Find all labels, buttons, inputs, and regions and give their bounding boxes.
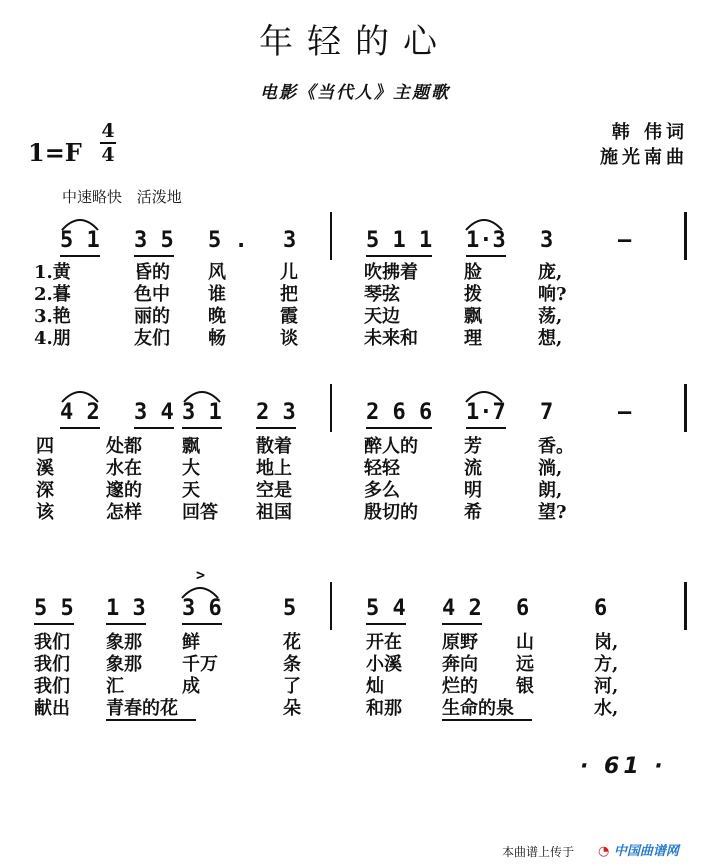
lyric: 邃的 bbox=[106, 480, 142, 501]
lyric-column bbox=[182, 436, 218, 524]
note-group: 1·3 bbox=[466, 228, 506, 253]
lyric: 畅 bbox=[208, 328, 226, 349]
lyric: 朵 bbox=[283, 698, 301, 719]
bar-line bbox=[684, 212, 687, 260]
lyric: 河, bbox=[594, 676, 619, 697]
lyric: 生命的泉 bbox=[442, 698, 514, 719]
lyric: 水, bbox=[594, 698, 619, 719]
note-group: 6 bbox=[594, 596, 608, 621]
lyric-column bbox=[538, 436, 574, 524]
lyric-column bbox=[464, 262, 482, 350]
underline bbox=[60, 255, 100, 257]
lyric: 飘 bbox=[464, 306, 482, 327]
lyric-column bbox=[366, 632, 402, 720]
lyric: 飘 bbox=[182, 436, 200, 457]
underline bbox=[182, 623, 222, 625]
lyric: 回答 bbox=[182, 502, 218, 523]
lyric: 我们 bbox=[34, 632, 70, 653]
lyric: 把 bbox=[280, 284, 298, 305]
bar-line bbox=[330, 384, 332, 432]
lyric: 献出 bbox=[34, 698, 70, 719]
melisma-line bbox=[106, 719, 196, 721]
note-group: 3 5 bbox=[134, 228, 174, 253]
lyric-column bbox=[442, 632, 514, 720]
key-signature: 1=F bbox=[28, 138, 82, 167]
lyric: 醉人的 bbox=[364, 436, 418, 457]
lyric: 荡, bbox=[538, 306, 563, 327]
lyric: 灿 bbox=[366, 676, 384, 697]
composer-credit: 施光南曲 bbox=[600, 147, 688, 168]
lyric: 淌, bbox=[538, 458, 563, 479]
lyric: 4.朋 bbox=[34, 328, 71, 349]
lyric: 昏的 bbox=[134, 262, 170, 283]
lyric: 深 bbox=[36, 480, 54, 501]
lyric: 霞 bbox=[280, 306, 298, 327]
underline bbox=[34, 623, 74, 625]
lyric: 风 bbox=[208, 262, 226, 283]
lyric: 原野 bbox=[442, 632, 478, 653]
lyric: 鲜 bbox=[182, 632, 200, 653]
lyric: 空是 bbox=[256, 480, 292, 501]
lyric-column bbox=[283, 632, 301, 720]
note-group: 3 1 bbox=[182, 400, 222, 425]
lyric: 多么 bbox=[364, 480, 400, 501]
lyric-column bbox=[36, 436, 54, 524]
page-number: · 61 · bbox=[580, 754, 667, 779]
row-1-slurs bbox=[0, 200, 710, 240]
note-group: 3 bbox=[283, 228, 297, 253]
lyric: 象那 bbox=[106, 654, 142, 675]
lyric: 友们 bbox=[134, 328, 170, 349]
lyric: 朗, bbox=[538, 480, 563, 501]
lyric: 想, bbox=[538, 328, 563, 349]
lyric: 该 bbox=[36, 502, 54, 523]
upload-label: 本曲谱上传于 bbox=[502, 845, 575, 859]
lyric: 处都 bbox=[106, 436, 142, 457]
lyric-column bbox=[280, 262, 298, 350]
lyric-column bbox=[364, 262, 418, 350]
note-group: 7 bbox=[540, 400, 554, 425]
lyric: 未来和 bbox=[364, 328, 418, 349]
note-group: 5 5 bbox=[34, 596, 74, 621]
lyric: 散着 bbox=[256, 436, 292, 457]
underline bbox=[106, 623, 146, 625]
note-group: – bbox=[618, 228, 632, 253]
lyric-column bbox=[106, 632, 178, 720]
lyric: 山 bbox=[516, 632, 534, 653]
lyric bbox=[182, 698, 218, 720]
melisma-line bbox=[442, 719, 532, 721]
underline bbox=[466, 427, 506, 429]
lyric: 轻轻 bbox=[364, 458, 400, 479]
lyric: 天边 bbox=[364, 306, 400, 327]
lyric: 庞, bbox=[538, 262, 563, 283]
note-group: 6 bbox=[516, 596, 530, 621]
lyric: 地上 bbox=[256, 458, 292, 479]
note-group: 3 6 bbox=[182, 596, 222, 621]
note-group: 5 4 bbox=[366, 596, 406, 621]
lyric: 脸 bbox=[464, 262, 482, 283]
lyric: 青春的花 bbox=[106, 698, 178, 719]
lyricist-credit: 韩 伟词 bbox=[611, 122, 688, 143]
lyric-column bbox=[364, 436, 418, 524]
lyric: 和那 bbox=[366, 698, 402, 719]
lyric: 谁 bbox=[208, 284, 226, 305]
note-group: – bbox=[618, 400, 632, 425]
row-2-slurs bbox=[0, 372, 710, 412]
lyric: 条 bbox=[283, 654, 301, 675]
lyric: 花 bbox=[283, 632, 301, 653]
note-group: 3 4 bbox=[134, 400, 174, 425]
lyric-column bbox=[106, 436, 142, 524]
underline bbox=[60, 427, 100, 429]
lyric: 了 bbox=[283, 676, 301, 697]
lyric: 芳 bbox=[464, 436, 482, 457]
lyric: 儿 bbox=[280, 262, 298, 283]
note-group: 5 bbox=[283, 596, 297, 621]
site-name: 中国曲谱网 bbox=[613, 844, 679, 859]
note-group: 5 . bbox=[208, 228, 248, 253]
underline bbox=[366, 427, 432, 429]
lyric-column bbox=[34, 632, 70, 720]
song-subtitle: 电影《当代人》主题歌 bbox=[260, 83, 450, 103]
lyric: 3.艳 bbox=[34, 306, 71, 327]
lyric: 望? bbox=[538, 502, 567, 523]
lyric: 2.暮 bbox=[34, 284, 71, 305]
lyric: 成 bbox=[182, 676, 200, 697]
lyric: 奔向 bbox=[442, 654, 478, 675]
bar-line bbox=[684, 384, 687, 432]
logo-icon: ◔ bbox=[598, 844, 610, 859]
time-signature-top: 4 bbox=[101, 120, 115, 142]
accent-mark: > bbox=[196, 566, 206, 584]
bar-line bbox=[684, 582, 687, 630]
lyric-column bbox=[208, 262, 226, 350]
note-group: 1 3 bbox=[106, 596, 146, 621]
note-group: 2 6 6 bbox=[366, 400, 433, 425]
lyric: 溪 bbox=[36, 458, 54, 479]
lyric: 希 bbox=[464, 502, 482, 523]
lyric: 吹拂着 bbox=[364, 262, 418, 283]
underline bbox=[134, 255, 174, 257]
tempo-marking: 中速略快 活泼地 bbox=[62, 188, 182, 206]
lyric: 流 bbox=[464, 458, 482, 479]
bar-line bbox=[330, 212, 332, 260]
lyric: 象那 bbox=[106, 632, 142, 653]
lyric: 大 bbox=[182, 458, 200, 479]
lyric: 明 bbox=[464, 480, 482, 501]
note-group: 2 3 bbox=[256, 400, 296, 425]
note-group: 3 bbox=[540, 228, 554, 253]
underline bbox=[366, 255, 432, 257]
lyric: 怎样 bbox=[106, 502, 142, 523]
lyric: 1.黄 bbox=[34, 262, 71, 283]
lyric: 我们 bbox=[34, 654, 70, 675]
lyric: 开在 bbox=[366, 632, 402, 653]
bar-line bbox=[330, 582, 332, 630]
lyric: 色中 bbox=[134, 284, 170, 305]
note-group: 5 1 bbox=[60, 228, 100, 253]
lyric: 小溪 bbox=[366, 654, 402, 675]
lyric: 千万 bbox=[182, 654, 218, 675]
lyric: 四 bbox=[36, 436, 54, 457]
underline bbox=[182, 427, 222, 429]
song-title: 年轻的心 bbox=[259, 22, 451, 62]
lyric-column bbox=[516, 632, 534, 720]
site-logo bbox=[598, 840, 679, 859]
lyric: 方, bbox=[594, 654, 619, 675]
lyric: 琴弦 bbox=[364, 284, 400, 305]
lyric-column bbox=[464, 436, 482, 524]
lyric: 香。 bbox=[538, 436, 574, 457]
lyric: 我们 bbox=[34, 676, 70, 697]
underline bbox=[134, 427, 174, 429]
note-group: 5 1 1 bbox=[366, 228, 433, 253]
lyric-column bbox=[594, 632, 618, 720]
note-group: 1·7 bbox=[466, 400, 506, 425]
underline bbox=[366, 623, 406, 625]
lyric-column bbox=[538, 262, 567, 350]
lyric: 岗, bbox=[594, 632, 619, 653]
lyric: 烂的 bbox=[442, 676, 478, 697]
lyric: 响? bbox=[538, 284, 567, 305]
underline bbox=[442, 623, 482, 625]
underline bbox=[256, 427, 296, 429]
underline bbox=[466, 255, 506, 257]
note-group: 4 2 bbox=[60, 400, 100, 425]
lyric: 天 bbox=[182, 480, 200, 501]
lyric: 丽的 bbox=[134, 306, 170, 327]
lyric: 理 bbox=[464, 328, 482, 349]
lyric: 汇 bbox=[106, 676, 124, 697]
lyric bbox=[516, 698, 534, 720]
time-signature bbox=[98, 120, 118, 166]
lyric: 殷切的 bbox=[364, 502, 418, 523]
note-group: 4 2 bbox=[442, 596, 482, 621]
lyric: 谈 bbox=[280, 328, 298, 349]
lyric-column bbox=[34, 262, 71, 350]
lyric: 晚 bbox=[208, 306, 226, 327]
lyric-column bbox=[256, 436, 292, 524]
lyric: 远 bbox=[516, 654, 534, 675]
lyric: 银 bbox=[516, 676, 534, 697]
time-signature-bottom: 4 bbox=[101, 144, 115, 166]
lyric-column bbox=[182, 632, 218, 720]
lyric: 水在 bbox=[106, 458, 142, 479]
lyric-column bbox=[134, 262, 170, 350]
lyric: 祖国 bbox=[256, 502, 292, 523]
lyric: 拨 bbox=[464, 284, 482, 305]
